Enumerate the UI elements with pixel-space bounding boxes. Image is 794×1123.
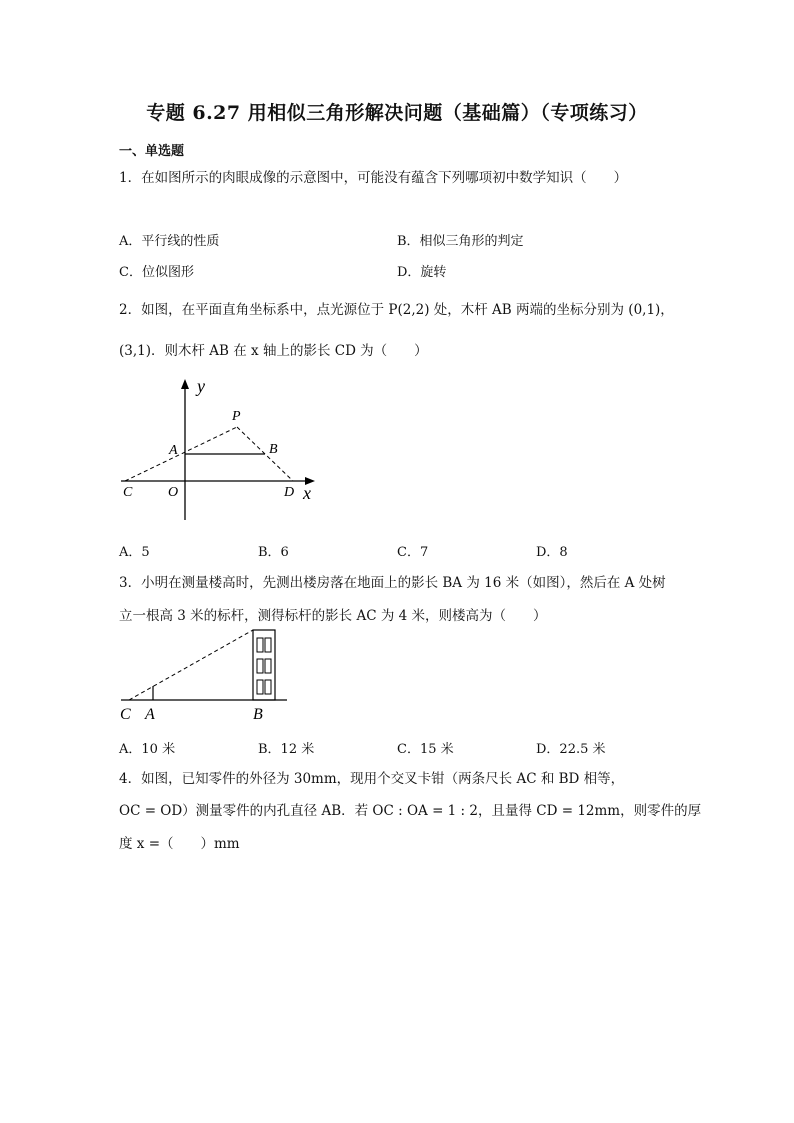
question-3-line-2: 立一根高 3 米的标杆，测得标杆的影长 AC 为 4 米，则楼高为（ ） bbox=[119, 608, 547, 624]
q3-option-d[interactable]: D．22.5 米 bbox=[536, 742, 606, 757]
window bbox=[257, 680, 263, 694]
label-b: B bbox=[269, 442, 278, 457]
window bbox=[257, 659, 263, 673]
window bbox=[265, 659, 271, 673]
question-2-line-1: 2．如图，在平面直角坐标系中，点光源位于 P(2,2) 处，木杆 AB 两端的坐标分别为 (0,1)， bbox=[119, 302, 674, 318]
label-y: y bbox=[197, 376, 205, 396]
q1-option-c[interactable]: C．位似图形 bbox=[119, 265, 194, 280]
label-x: x bbox=[303, 483, 311, 503]
q2-option-d[interactable]: D．8 bbox=[536, 545, 568, 560]
question-4-line-1: 4．如图，已知零件的外径为 30mm，现用个交叉卡钳（两条尺长 AC 和 BD 相等， bbox=[119, 771, 625, 787]
question-4-line-2: OC = OD）测量零件的内孔直径 AB．若 OC : OA = 1 : 2，且量得 CD = 12mm，则零件的厚 bbox=[119, 803, 702, 819]
building bbox=[253, 630, 275, 700]
window bbox=[257, 638, 263, 652]
y-axis-arrow bbox=[181, 379, 189, 389]
coordinate-figure bbox=[115, 373, 330, 523]
q3-option-b[interactable]: B．12 米 bbox=[258, 742, 315, 757]
q2-option-b[interactable]: B．6 bbox=[258, 545, 289, 560]
label-c: C bbox=[120, 706, 131, 723]
q1-option-a[interactable]: A．平行线的性质 bbox=[119, 234, 220, 249]
question-2-line-2: (3,1)．则木杆 AB 在 x 轴上的影长 CD 为（ ） bbox=[119, 343, 428, 359]
question-1-text: 1．在如图所示的肉眼成像的示意图中，可能没有蕴含下列哪项初中数学知识（ ） bbox=[119, 170, 628, 186]
label-b: B bbox=[253, 706, 263, 723]
page-title: 专题 6.27 用相似三角形解决问题（基础篇）（专项练习） bbox=[146, 102, 648, 124]
window bbox=[265, 638, 271, 652]
q1-option-b[interactable]: B．相似三角形的判定 bbox=[397, 234, 524, 249]
q1-option-d[interactable]: D．旋转 bbox=[397, 265, 447, 280]
label-a: A bbox=[145, 706, 155, 723]
section-heading: 一、单选题 bbox=[119, 144, 185, 159]
question-4-line-3: 度 x =（ ）mm bbox=[119, 836, 240, 852]
q2-option-a[interactable]: A．5 bbox=[119, 545, 150, 560]
q3-option-c[interactable]: C．15 米 bbox=[397, 742, 454, 757]
question-3-line-1: 3．小明在测量楼高时，先测出楼房落在地面上的影长 BA 为 16 米（如图），然后在 A 处树 bbox=[119, 575, 666, 591]
label-c: C bbox=[123, 485, 133, 500]
label-o: O bbox=[168, 485, 179, 500]
label-d: D bbox=[284, 485, 295, 500]
shadow-ray bbox=[129, 630, 253, 700]
window bbox=[265, 680, 271, 694]
building-figure bbox=[115, 628, 295, 728]
label-a: A bbox=[169, 443, 178, 458]
q2-option-c[interactable]: C．7 bbox=[397, 545, 429, 560]
label-p: P bbox=[232, 409, 241, 424]
q3-option-a[interactable]: A．10 米 bbox=[119, 742, 176, 757]
